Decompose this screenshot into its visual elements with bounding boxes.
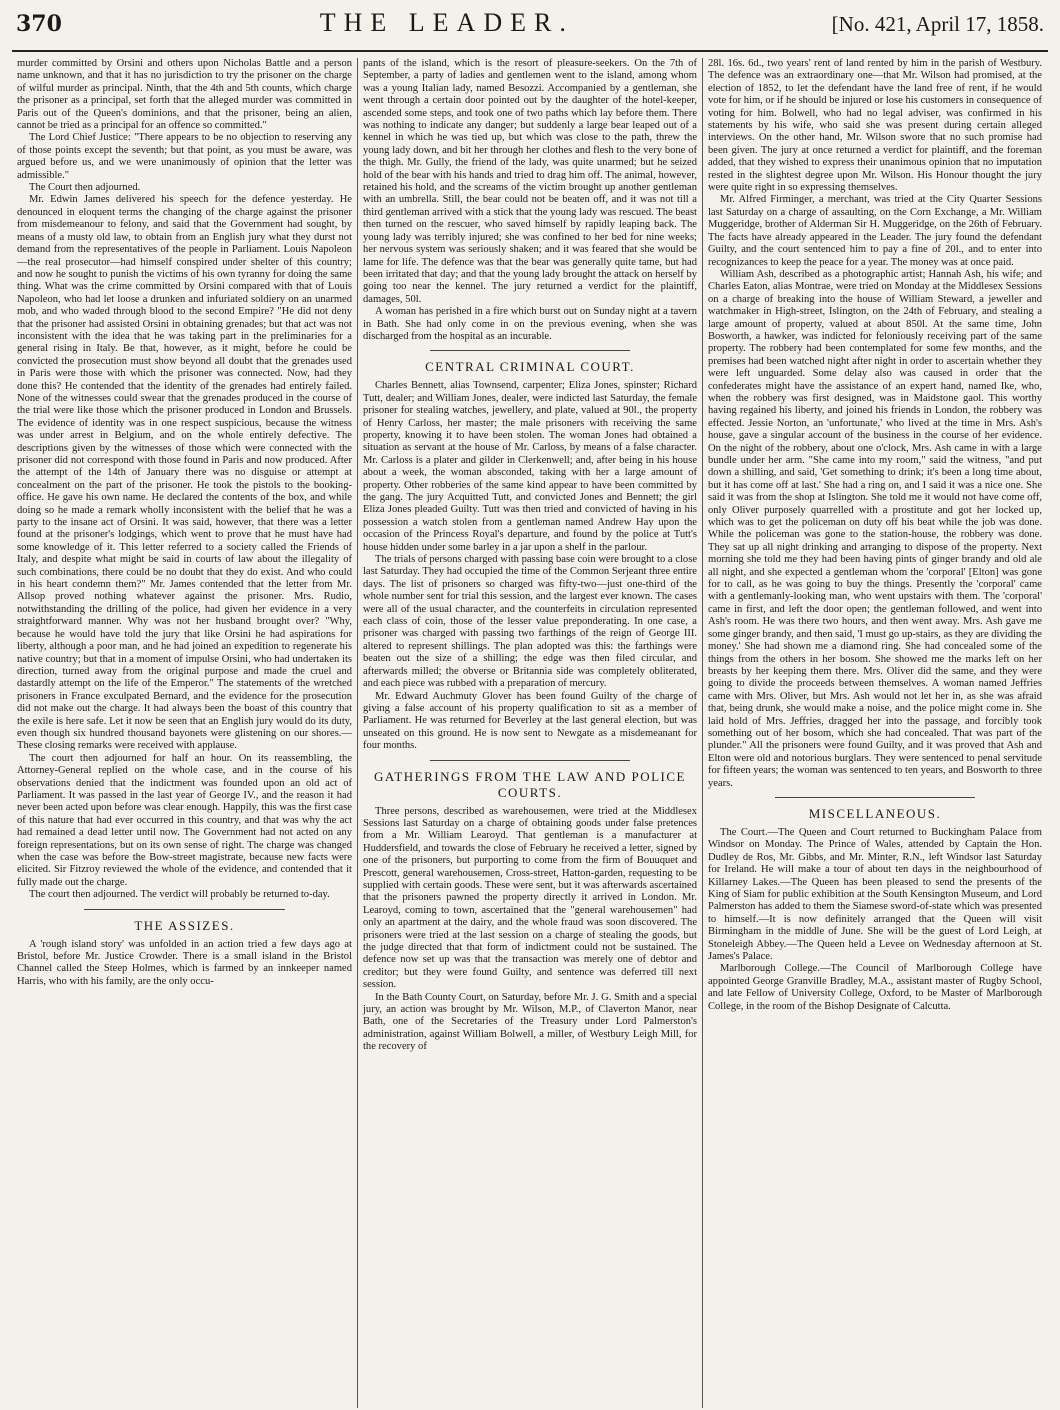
article-paragraph: Mr. Edward Auchmuty Glover has been found Guilty of the charge of giving a false account of his property qualification to sit as a member of Parliament. He was returned for Beverley at the last general election, but was unseated on this ground. He is now sent to Newgate as a misdemeanant for four months. <box>363 690 697 752</box>
article-paragraph: Mr. Alfred Firminger, a merchant, was tried at the City Quarter Sessions last Saturday on a charge of assaulting, on the Corn Exchange, a Mr. William Muggeridge, brother of Alderman Sir H. Muggeridge, on the 26th of February. The facts have already appeared in the Leader. The jury found the defendant Guilty, and the court sentenced him to pay a fine of 20l., and to enter into recognizances to keep the peace for a year. The money was at once paid. <box>708 194 1042 268</box>
article-paragraph: Marlborough College.—The Council of Marlborough College have appointed George Granville Bradley, M.A., assistant master of Rugby School, and late Fellow of University College, Oxford, to be Master of Marlborough College, in the room of the Bishop Designate of Calcutta. <box>708 963 1042 1012</box>
section-heading-gatherings: GATHERINGS FROM THE LAW AND POLICE COURTS. <box>373 768 686 800</box>
article-paragraph: 28l. 16s. 6d., two years' rent of land rented by him in the parish of Westbury. The defence was an extraordinary one—that Mr. Wilson had promised, at the election of 1852, to let the defendant have the land free of rent, if he would vote for him, or if he should be injured or lose his customers in consequence of voting for him. Bolwell, who had no legal adviser, was confirmed in his statements by his wife, who said she was present during certain alleged interviews. On the other hand, Mr. Wilson swore that no such promise had been given. The jury at once returned a verdict for plaintiff, and the foreman added, that they wished to express their unanimous opinion that no imputation rested in the slightest degree upon Mr. Wilson. His Honour thought the jury were quite right in so expressing themselves. <box>708 58 1042 194</box>
columns <box>12 58 1048 1408</box>
column-right <box>702 58 1047 1408</box>
section-heading-central-criminal-court: CENTRAL CRIMINAL COURT. <box>425 359 635 375</box>
column-left <box>12 58 357 1408</box>
article-paragraph: Charles Bennett, alias Townsend, carpenter; Eliza Jones, spinster; Richard Tutt, dealer; and William Jones, dealer, were indicted last Saturday, the female prisoner for stealing watches, jewellery, and plate, valued at 90l., the property of Henry Carloss, her master; the male prisoners with receiving the same property, knowing it to have been stolen. The woman Jones had obtained a situation as servant at the house of Mr. Carloss, by means of a false character. Mr. Carloss is a plater and gilder in Clerkenwell; and, after being in his house about a week, the woman absconded, taking with her a large amount of property. Other robberies of the same kind appear to have been committed by the gang. The jury Acquitted Tutt, and convicted Jones and Bennett; the girl Eliza Jones pleaded Guilty. Tutt was then tried and convicted of having in his possession a watch stolen from a gentleman named Andrew Hay upon the occasion of the Princess Royal's departure, and found by the police at Tutt's house hidden under some barley in a jar upon a shelf in the parlour. <box>363 380 697 553</box>
article-paragraph: The Lord Chief Justice: "There appears to be no objection to reserving any of those points except the seventh; but that point, as you must be aware, was argued before us, and we were unanimously of opinion that the letter was admissible." <box>17 132 352 181</box>
section-divider <box>430 350 630 351</box>
newspaper-title: THE LEADER. <box>319 8 574 37</box>
article-paragraph: A 'rough island story' was unfolded in an action tried a few days ago at Bristol, before Mr. Justice Crowder. There is a small island in the Bristol Channel called the Steep Holmes, which is farmed by an innkeeper named Harris, who with his family, are the only occu- <box>17 938 352 987</box>
masthead <box>12 8 1048 52</box>
column-middle <box>357 58 702 1408</box>
section-divider <box>430 760 630 761</box>
article-paragraph: A woman has perished in a fire which burst out on Sunday night at a tavern in Bath. She had only come in on the previous evening, when she was discharged from the hospital as an incurable. <box>363 306 697 342</box>
article-paragraph: The Court.—The Queen and Court returned to Buckingham Palace from Windsor on Monday. The Prince of Wales, attended by Captain the Hon. Dudley de Ros, Mr. Gibbs, and Mr. Minter, R.N., left Windsor last Saturday for Ireland. He will make a tour of about ten days in the neighbourhood of Killarney Lakes.—The Queen has been pleased to send the presents of the King of Siam for public exhibition at the South Kensington Museum, and Lord Palmerston has added to them the Siamese sword-of-state which was presented to himself.—It is now definitely arranged that the Queen will visit Birmingham in the middle of June. She will be the guest of Lord Leigh, at Stoneleigh Abbey.—The Queen held a Levee on Wednesday afternoon at St. James's Palace. <box>708 826 1042 963</box>
article-paragraph: Mr. Edwin James delivered his speech for the defence yesterday. He denounced in eloquent terms the changing of the charge against the prisoner from misdemeanour to felony, and said that the Government had sought, by means of a musty old law, to obtain from an English jury what they durst not demand from the representatives of the people in Parliament. Louis Napoleon—the real prosecutor—had himself conspired under shelter of this country; and now he sought to punish the victims of his own tyranny for doing the same thing. What was the crime committed by Orsini compared with that of Louis Napoleon, who had let loose a drunken and infuriated soldiery on an unarmed mob, and who waded through blood to the second Empire? "He did not deny that the prisoner had assisted Orsini in obtaining grenades; but that act was not inconsistent with the idea that he was taking part in the preliminaries for a general rising in Italy. Be that, however, as it might, before he could be convicted the prosecution must show beyond all doubt that the grenades used in Paris were those with which the prisoner was connected. Now, had they done this? He contended that the identity of the grenades had entirely failed. None of the witnesses could swear that the grenades produced in the course of the trial were like those which the prisoner produced in London and Brussels. The evidence of identity was in one respect suspicious, because the witness was under arrest in Belgium, and on the whole entirely defective. The descriptions given by the witnesses of those which were connected with the prisoner did not correspond with those found in Paris and now produced. After the attempt of the 14th of January there was no disguise or attempt at concealment on the part of the prisoner. He took the pistols to the booking-office. He gave his own name. He declared the contents of the box, and while doing so he made a remark wholly inconsistent with the belief that he was a party to the insane act of Orsini. It was said, however, that there was a letter found at the prisoner's lodgings, which went to prove that he must have had some knowledge of it. This letter referred to a society called the Friends of Italy, and despite what might be said in courts of law about the illegality of such combinations, there could be no doubt that they do exist. And who could in his heart condemn them?" Mr. James contended that the letter from Mr. Allsop proved nothing whatever against the prisoner. Mrs. Rudio, notwithstanding the drilling of the police, had given her evidence in a very straightforward manner. Why was not her husband brought over? "Why, because he would have told the jury that like Orsini he had aspirations for liberty, although a poor man, and he had joined an expedition to regenerate his native country; but that in a moment of impulse Orsini, who had undertaken its direction, turned away from the original purpose and made the cruel and dastardly attempt on the life of the Emperor." The statements of the wretched prisoners in France exculpated Bernard, and the evidence for the prosecution did not make out the charge. It had always been the boast of this country that the exile is here safe. Let it now be seen that an English jury would do its duty, even though six hundred thousand bayonets were glistening on our shores.—These closing remarks were received with applause. <box>17 194 352 752</box>
article-paragraph: pants of the island, which is the resort of pleasure-seekers. On the 7th of September, a party of ladies and gentlemen went to the island, among whom was a young Italian lady, named Besozzi. Accompanied by a gentleman, she went through a certain door pointed out by the daughter of the hotel-keeper, ascended some steps, and took one of two paths which lay before them. There was nothing to indicate any danger; but suddenly a large bear leaped out of a kennel in which he was tied up, but which was close to the path, threw the young lady down, and bit her through her clothes and flesh to the very bone of the thigh. Mr. Gully, the friend of the lady, was quite unarmed; but he seized hold of the bear with his hands and tried to drag him off. The animal, however, retained his hold, and the screams of the victim brought up another gentleman with an umbrella. Still, the bear could not be beaten off, and it was not till a third gentleman arrived with a stick that the young lady was rescued. The beast then turned on the rescuer, who saved himself by rapidly leaping back. The young lady was terribly injured; she was confined to her bed for nine weeks; her nervous system was seriously shaken; and it was feared that she would be lame for life. The defence was that the bear was generally quite tame, but had been irritated that day; and that the young lady brought the attack on herself by going too near the kennel. The jury returned a verdict for the plaintiff, damages, 50l. <box>363 58 697 305</box>
article-paragraph: The court then adjourned. The verdict will probably be returned to-day. <box>29 889 330 901</box>
article-paragraph: The court then adjourned for half an hour. On its reassembling, the Attorney-General replied on the whole case, and in the course of his observations denied that the indictment was founded upon an old act of Parliament. It was passed in the last year of George IV., and the reason it had never been acted upon before was clear enough. Happily, this was the first case of this nature that had ever occurred in this country, and that was why the act had remained a dead letter until now. The Government had not acted on any foreign representations, but on its own sense of right. The charge was changed when the case was before the Bow-street magistrate, because new facts were elicited. Sir Fitzroy reviewed the whole of the evidence, and contended that it fully made out the charge. <box>17 752 352 888</box>
article-paragraph: The trials of persons charged with passing base coin were brought to a close last Saturday. They had occupied the time of the Common Serjeant three entire days. The list of prisoners so charged was fifty-two—just one-third of the whole number sent for trial this session, and the largest ever known. The cases were all of the usual character, and the counterfeits in circulation represented each class of coin, those of the lesser value preponderating. In one case, a prisoner was charged with passing two farthings of the reign of George III. altered to represent shillings. The plan adopted was this: the farthings were beaten out the size of a shilling; the edge was then filed circular, and afterwards milled; the obverse or Britannia side was completely obliterated, and each piece was rubbed with a preparation of mercury. <box>363 554 697 690</box>
issue-info: [No. 421, April 17, 1858. <box>831 12 1044 36</box>
page-number: 370 <box>16 11 62 37</box>
article-paragraph: Three persons, described as warehousemen, were tried at the Middlesex Sessions last Saturday on a charge of obtaining goods under false pretences from a Mr. William Learoyd. That gentleman is a manufacturer at Huddersfield, and towards the close of February he received a letter, signed by one of the prisoners, but purporting to come from the firm of Bouuquet and Prescott, general warehousemen, Cross-street, Hatton-garden, requesting to be supplied with certain goods. These were sent, but it was afterwards ascertained that the prisoners pawned the property directly it arrived in London. Mr. Learoyd, coming to town, ascertained that the "general warehousemen" had only an apartment at the dairy, and the whole fraud was soon discovered. The prisoners were tried at the last session on a charge of stealing the goods, but the judge directed that that form of indictment could not be sustained. The defence now set up was that the transaction was merely one of debtor and creditor; but they were found Guilty, and sentence was deferred till next session. <box>363 805 697 991</box>
section-heading-assizes: THE ASSIZES. <box>134 917 235 933</box>
section-divider <box>84 909 285 910</box>
section-heading-miscellaneous: MISCELLANEOUS. <box>808 805 942 821</box>
article-paragraph: In the Bath County Court, on Saturday, before Mr. J. G. Smith and a special jury, an action was brought by Mr. Wilson, M.P., of Claverton Manor, near Bath, one of the Secretaries of the Treasury under Lord Palmerston's administration, against William Bolwell, a miller, of Westbury Leigh Mill, for the recovery of <box>363 991 697 1053</box>
article-paragraph: The Court then adjourned. <box>29 182 141 194</box>
article-paragraph: murder committed by Orsini and others upon Nicholas Battle and a person name unknown, and that it has no jurisdiction to try the prisoner on the charge of wilful murder as principal. Ninth, that the 4th and 5th counts, which charge the prisoner as a principal, set forth that the alleged murder was committed in Paris out of the Queen's dominions, and that the prisoner, being an alien, cannot be tried as a principal for an offence so committed." <box>17 58 352 132</box>
section-divider <box>775 797 975 798</box>
article-paragraph: William Ash, described as a photographic artist; Hannah Ash, his wife; and Charles Eaton, alias Montrae, were tried on Monday at the Middlesex Sessions on a charge of breaking into the house of William Steward, a jeweller and watchmaker in High-street, Islington, on the 24th of February, and stealing a large amount of property, valued at about 850l. At the same time, John Bosworth, a hawker, was indicted for feloniously receiving part of the same property. The robbery had been contemplated for some few months, and the premises had been watched night after night in order to ascertain whether they were left unguarded. Some delay also was caused in order that the confederates might have the assistance of an expert hand, named Ike, who, when the robbery was first designed, was in Maidstone gaol. This worthy having regained his liberty, and joined his friends in London, the robbery was effected. Jessie Norton, an 'unfortunate,' who lived at the time in Mrs. Ash's house, gave a singular account of the business in the course of her evidence. On the night of the robbery, about one o'clock, Mrs. Ash came in with a large bundle under her arm. "She came into my room," said the witness, "and put down a shilling, and said, 'Get something to drink; it's been a long time about, but it has come off at last.' She had a ring on, and I said it was a nice one. She said it was from the shop at Islington. She told me it would not have come off, only Oliver purposely quarrelled with a prostitute and got her locked up, which was to get the policeman on duty off his beat while the job was done. While the policeman was gone to the station-house, the robbery was done. They sat up all night drinking and arranging to dispose of the property. Next morning she told me they had been having pints of ginger brandy and old ale all night, and she expected a gentleman whom the 'corporal' [Elton] was gone for to call, as he was going to buy the things. Presently the 'corporal' came with a gentlemanly-looking man, who went upstairs with them. The 'corporal' came in first, and left the door open; the gentleman followed, and went into Ash's room. He was there two hours, and then went away. Mrs. Ash gave me some ginger brandy, and then said, 'I must go up-stairs, as they are dividing the money.' She had shown me a diamond ring. She had concealed some of the things from the others in her bosom. She showed me the marks left on her breasts by her keeping them there. Mrs. Oliver did the same, and they were going to divide the proceeds between themselves. A woman named Jeffries came with Mrs. Oliver, but Mrs. Ash would not let her in, as she was afraid that, being drunk, she would make a noise, and the police might come in. She laid hold of Mrs. Jeffries, dragged her into the passage, and forcibly took something out of her bosom, which she had concealed. That was part of the plunder." All the prisoners were found Guilty, and it was proved that Ash and Elton were old and notorious burglars. They were sentenced to penal servitude for fifteen years; the woman was sentenced to ten years, and Bosworth to three years. <box>708 268 1042 789</box>
